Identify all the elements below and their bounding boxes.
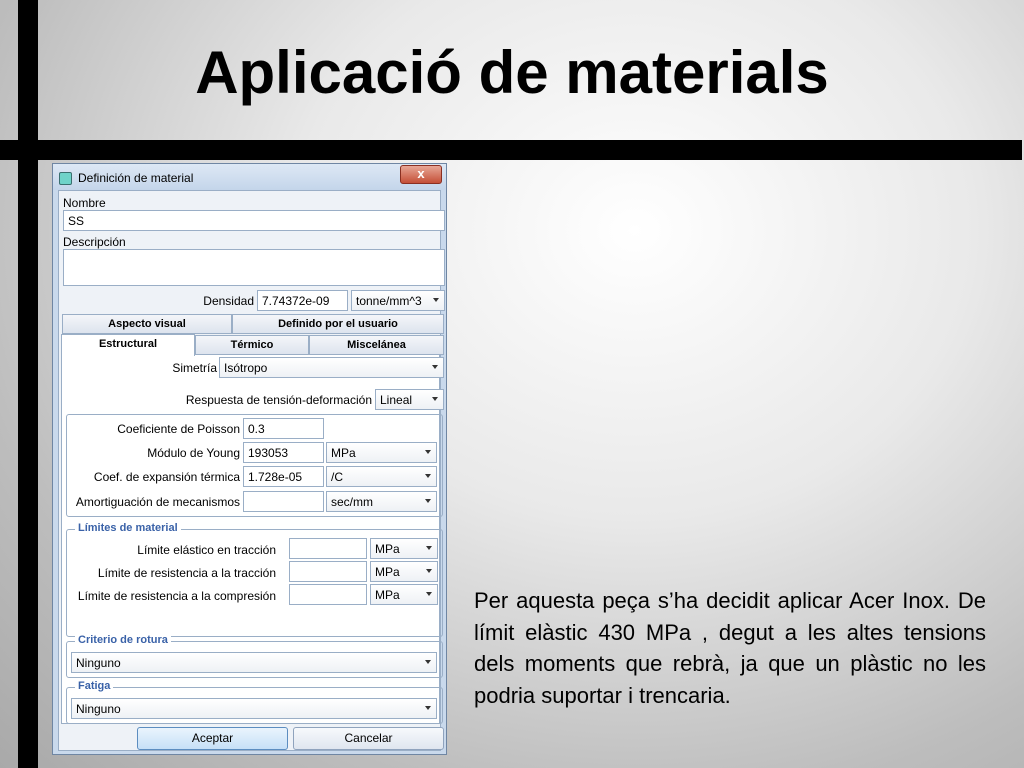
rotura-group-title: Criterio de rotura bbox=[75, 634, 171, 646]
chevron-down-icon bbox=[433, 298, 439, 302]
chevron-down-icon bbox=[425, 450, 431, 454]
tab-definido-por-usuario[interactable]: Definido por el usuario bbox=[232, 314, 444, 334]
limite-compresion-input[interactable] bbox=[289, 584, 367, 605]
decorative-vertical-bar bbox=[18, 0, 38, 768]
limite-traccion-unit-value: MPa bbox=[375, 565, 400, 579]
expansion-unit-value: /C bbox=[331, 470, 343, 484]
decorative-horizontal-bar bbox=[0, 140, 1022, 160]
amortiguacion-label: Amortiguación de mecanismos bbox=[75, 495, 240, 509]
tab-termico[interactable]: Térmico bbox=[195, 335, 309, 355]
slide-body-text: Per aquesta peça s’ha decidit aplicar Acer Inox. De límit elàstic 430 MPa , degut a les altes tensions dels moments que rebrà, ja que un plàstic no les podria suportar i trencaria. bbox=[474, 588, 986, 708]
respuesta-label: Respuesta de tensión-deformación bbox=[185, 393, 372, 407]
tab-estructural[interactable]: Estructural bbox=[61, 334, 195, 356]
limite-compresion-unit-value: MPa bbox=[375, 588, 400, 602]
young-unit-value: MPa bbox=[331, 446, 356, 460]
rotura-value: Ninguno bbox=[76, 656, 121, 670]
window-titlebar[interactable] bbox=[53, 164, 446, 190]
respuesta-value: Lineal bbox=[380, 393, 413, 407]
amortiguacion-input[interactable] bbox=[243, 491, 324, 512]
chevron-down-icon bbox=[432, 397, 438, 401]
poisson-input[interactable]: 0.3 bbox=[243, 418, 324, 439]
estructural-panel bbox=[61, 354, 440, 724]
cancelar-button[interactable]: Cancelar bbox=[293, 727, 444, 750]
tab-miscelanea[interactable]: Miscelánea bbox=[309, 335, 444, 355]
limite-traccion-input[interactable] bbox=[289, 561, 367, 582]
nombre-label: Nombre bbox=[63, 196, 106, 210]
limite-elastico-label: Límite elástico en tracción bbox=[137, 543, 276, 557]
limites-group-title: Límites de material bbox=[75, 522, 181, 534]
densidad-unit-select[interactable] bbox=[351, 290, 445, 311]
expansion-input[interactable]: 1.728e-05 bbox=[243, 466, 324, 487]
chevron-down-icon bbox=[425, 706, 431, 710]
limites-group bbox=[66, 522, 443, 637]
limite-traccion-unit-select[interactable] bbox=[370, 561, 438, 582]
descripcion-label: Descripción bbox=[63, 235, 126, 249]
amortiguacion-unit-select[interactable] bbox=[326, 491, 437, 512]
properties-group bbox=[66, 414, 443, 517]
simetria-label: Simetría bbox=[172, 361, 217, 375]
poisson-label: Coeficiente de Poisson bbox=[117, 422, 240, 436]
young-input[interactable]: 193053 bbox=[243, 442, 324, 463]
densidad-input[interactable]: 7.74372e-09 bbox=[257, 290, 348, 311]
limite-elastico-unit-value: MPa bbox=[375, 542, 400, 556]
aceptar-button[interactable]: Aceptar bbox=[137, 727, 288, 750]
densidad-label: Densidad bbox=[203, 294, 254, 308]
densidad-unit-value: tonne/mm^3 bbox=[356, 294, 422, 308]
respuesta-select[interactable] bbox=[375, 389, 444, 410]
limite-compresion-label: Límite de resistencia a la compresión bbox=[77, 589, 276, 603]
young-label: Módulo de Young bbox=[147, 446, 240, 460]
rotura-group bbox=[66, 634, 443, 678]
material-definition-window bbox=[52, 163, 447, 755]
simetria-select[interactable] bbox=[219, 357, 444, 378]
amortiguacion-unit-value: sec/mm bbox=[331, 495, 373, 509]
limite-traccion-label: Límite de resistencia a la tracción bbox=[97, 566, 276, 580]
chevron-down-icon bbox=[432, 365, 438, 369]
descripcion-textarea[interactable] bbox=[63, 249, 445, 286]
fatiga-group bbox=[66, 680, 443, 724]
chevron-down-icon bbox=[425, 499, 431, 503]
chevron-down-icon bbox=[425, 660, 431, 664]
slide-title: Aplicació de materials bbox=[195, 39, 829, 106]
limite-elastico-input[interactable] bbox=[289, 538, 367, 559]
nombre-input[interactable]: SS bbox=[63, 210, 445, 231]
chevron-down-icon bbox=[426, 592, 432, 596]
chevron-down-icon bbox=[425, 474, 431, 478]
fatiga-select[interactable] bbox=[71, 698, 437, 719]
close-button[interactable]: x bbox=[400, 165, 442, 184]
expansion-label: Coef. de expansión térmica bbox=[93, 470, 240, 484]
limite-elastico-unit-select[interactable] bbox=[370, 538, 438, 559]
fatiga-value: Ninguno bbox=[76, 702, 121, 716]
chevron-down-icon bbox=[426, 546, 432, 550]
limite-compresion-unit-select[interactable] bbox=[370, 584, 438, 605]
window-body bbox=[58, 190, 441, 751]
rotura-select[interactable] bbox=[71, 652, 437, 673]
chevron-down-icon bbox=[426, 569, 432, 573]
simetria-value: Isótropo bbox=[224, 361, 268, 375]
fatiga-group-title: Fatiga bbox=[75, 680, 113, 692]
tab-aspecto-visual[interactable]: Aspecto visual bbox=[62, 314, 232, 334]
window-title: Definición de material bbox=[78, 171, 194, 185]
young-unit-select[interactable] bbox=[326, 442, 437, 463]
expansion-unit-select[interactable] bbox=[326, 466, 437, 487]
app-icon bbox=[59, 172, 72, 185]
